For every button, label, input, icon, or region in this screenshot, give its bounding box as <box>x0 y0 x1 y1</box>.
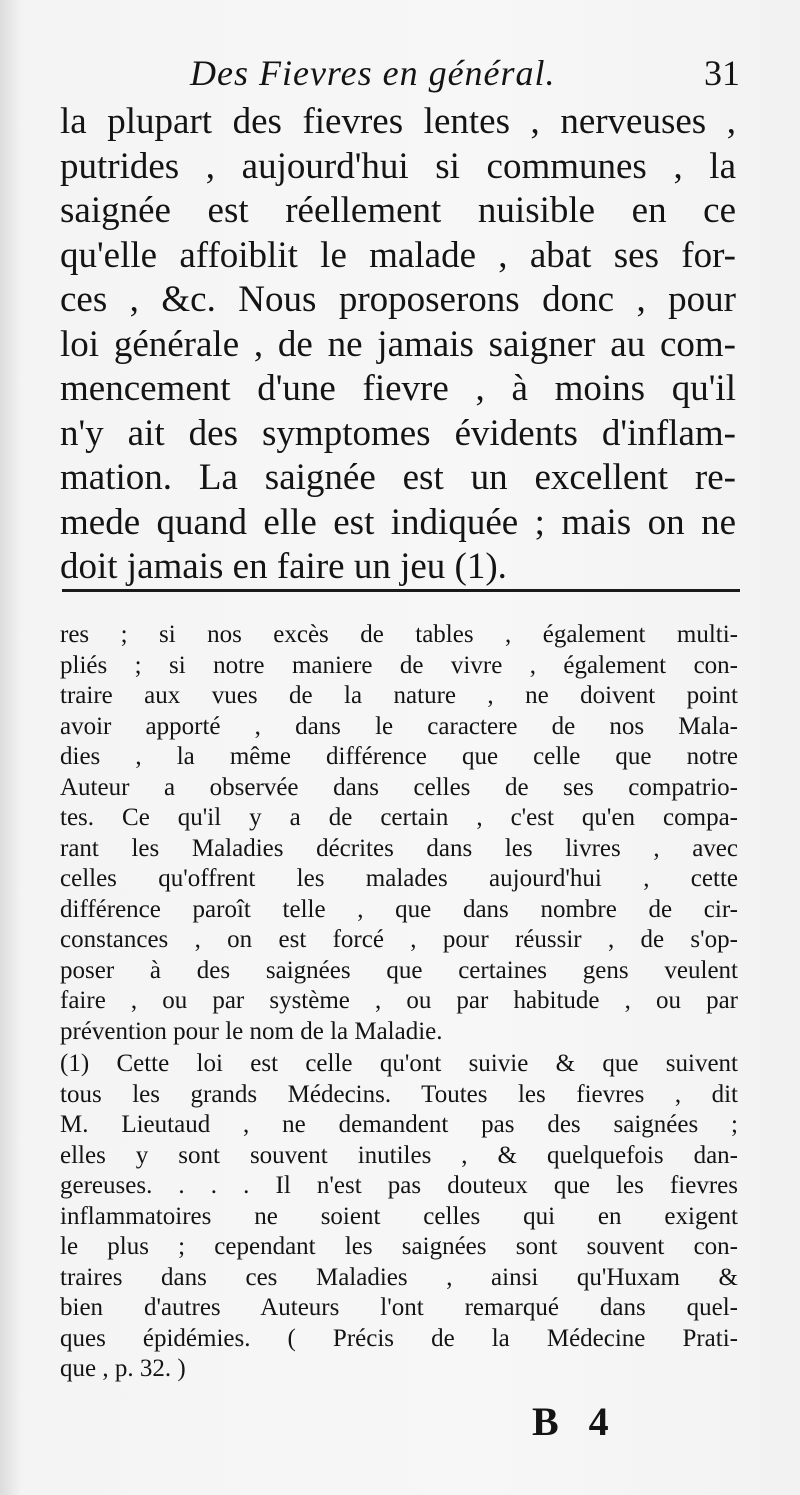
footnote-line: M. Lieutaud , ne demandent pas des saignées ; <box>60 1111 738 1138</box>
main-text-line: saignée est réellement nuisible en ce <box>60 190 736 231</box>
footnote-line: traire aux vues de la nature , ne doivent point <box>60 682 738 709</box>
footnote-line: Auteur a observée dans celles de ses compatrio- <box>60 773 738 801</box>
footnote-line: prévention pour le nom de la Maladie. <box>60 1017 443 1045</box>
main-text-line: mede quand elle est indiquée ; mais on ne <box>60 501 736 543</box>
footnote-line: celles qu'offrent les malades aujourd'hui , cette <box>60 865 738 892</box>
footnote-line: elles y sont souvent inutiles , & quelquefois dan- <box>60 1141 738 1169</box>
footnote-line: res ; si nos excès de tables , également multi- <box>60 621 738 648</box>
footnote-line: dies , la même différence que celle que notre <box>60 743 738 770</box>
signature-mark: B 4 <box>532 1399 619 1444</box>
footnote-line: différence paroît telle , que dans nombre de cir- <box>60 895 738 923</box>
footnote-line: tes. Ce qu'il y a de certain , c'est qu'en compa- <box>60 804 738 831</box>
footnote-line: constances , on est forcé , pour réussir , de s'op- <box>60 926 738 953</box>
footnote-line: le plus ; cependant les saignées sont souvent con- <box>60 1233 738 1260</box>
footnote-line: traires dans ces Maladies , ainsi qu'Huxam & <box>60 1263 738 1291</box>
main-text-line: qu'elle affoiblit le malade , abat ses for- <box>60 234 736 276</box>
main-text-block <box>60 100 736 590</box>
footnote-line: rant les Maladies décrites dans les livres , avec <box>60 834 738 862</box>
footnote-line: que , p. 32. ) <box>60 1355 186 1382</box>
main-text-line: n'y ait des symptomes évidents d'inflam- <box>60 412 736 454</box>
footnote-line: gereuses. . . . Il n'est pas douteux que les fievres <box>60 1172 738 1199</box>
page-number: 31 <box>704 53 740 93</box>
footnote-line: pliés ; si notre maniere de vivre , également con- <box>60 651 738 679</box>
main-text-line: mation. La saignée est un excellent re- <box>60 457 736 498</box>
footnote-line: ques épidémies. ( Précis de la Médecine Prati- <box>60 1324 738 1352</box>
main-text-line: putrides , aujourd'hui si communes , la <box>60 145 736 187</box>
footnote-line: faire , ou par système , ou par habitude , ou par <box>60 987 738 1014</box>
footnote-line: poser à des saignées que certaines gens veulent <box>60 956 738 984</box>
footnotes-block <box>60 620 738 1385</box>
footnote-line: (1) Cette loi est celle qu'ont suivie & que suivent <box>60 1050 738 1077</box>
running-title: Des Fievres en général. <box>190 53 556 93</box>
main-text-line: mencement d'une fievre , à moins qu'il <box>60 368 736 409</box>
footnote-line: tous les grands Médecins. Toutes les fievres , dit <box>60 1080 738 1108</box>
footnote-line: avoir apporté , dans le caractere de nos Mala- <box>60 712 738 740</box>
main-text-line: loi générale , de ne jamais saigner au com- <box>60 323 736 365</box>
footnote-line: inflammatoires ne soient celles qui en exigent <box>60 1202 738 1230</box>
main-text-line: la plupart des fievres lentes , nerveuses , <box>60 101 736 142</box>
page-header <box>60 52 740 98</box>
main-text-line: doit jamais en faire un jeu (1). <box>60 546 507 587</box>
footnote-line: bien d'autres Auteurs l'ont remarqué dans quel- <box>60 1294 738 1321</box>
main-text-line: ces , &c. Nous proposerons donc , pour <box>60 279 736 320</box>
footnote-separator-rule <box>62 589 740 592</box>
